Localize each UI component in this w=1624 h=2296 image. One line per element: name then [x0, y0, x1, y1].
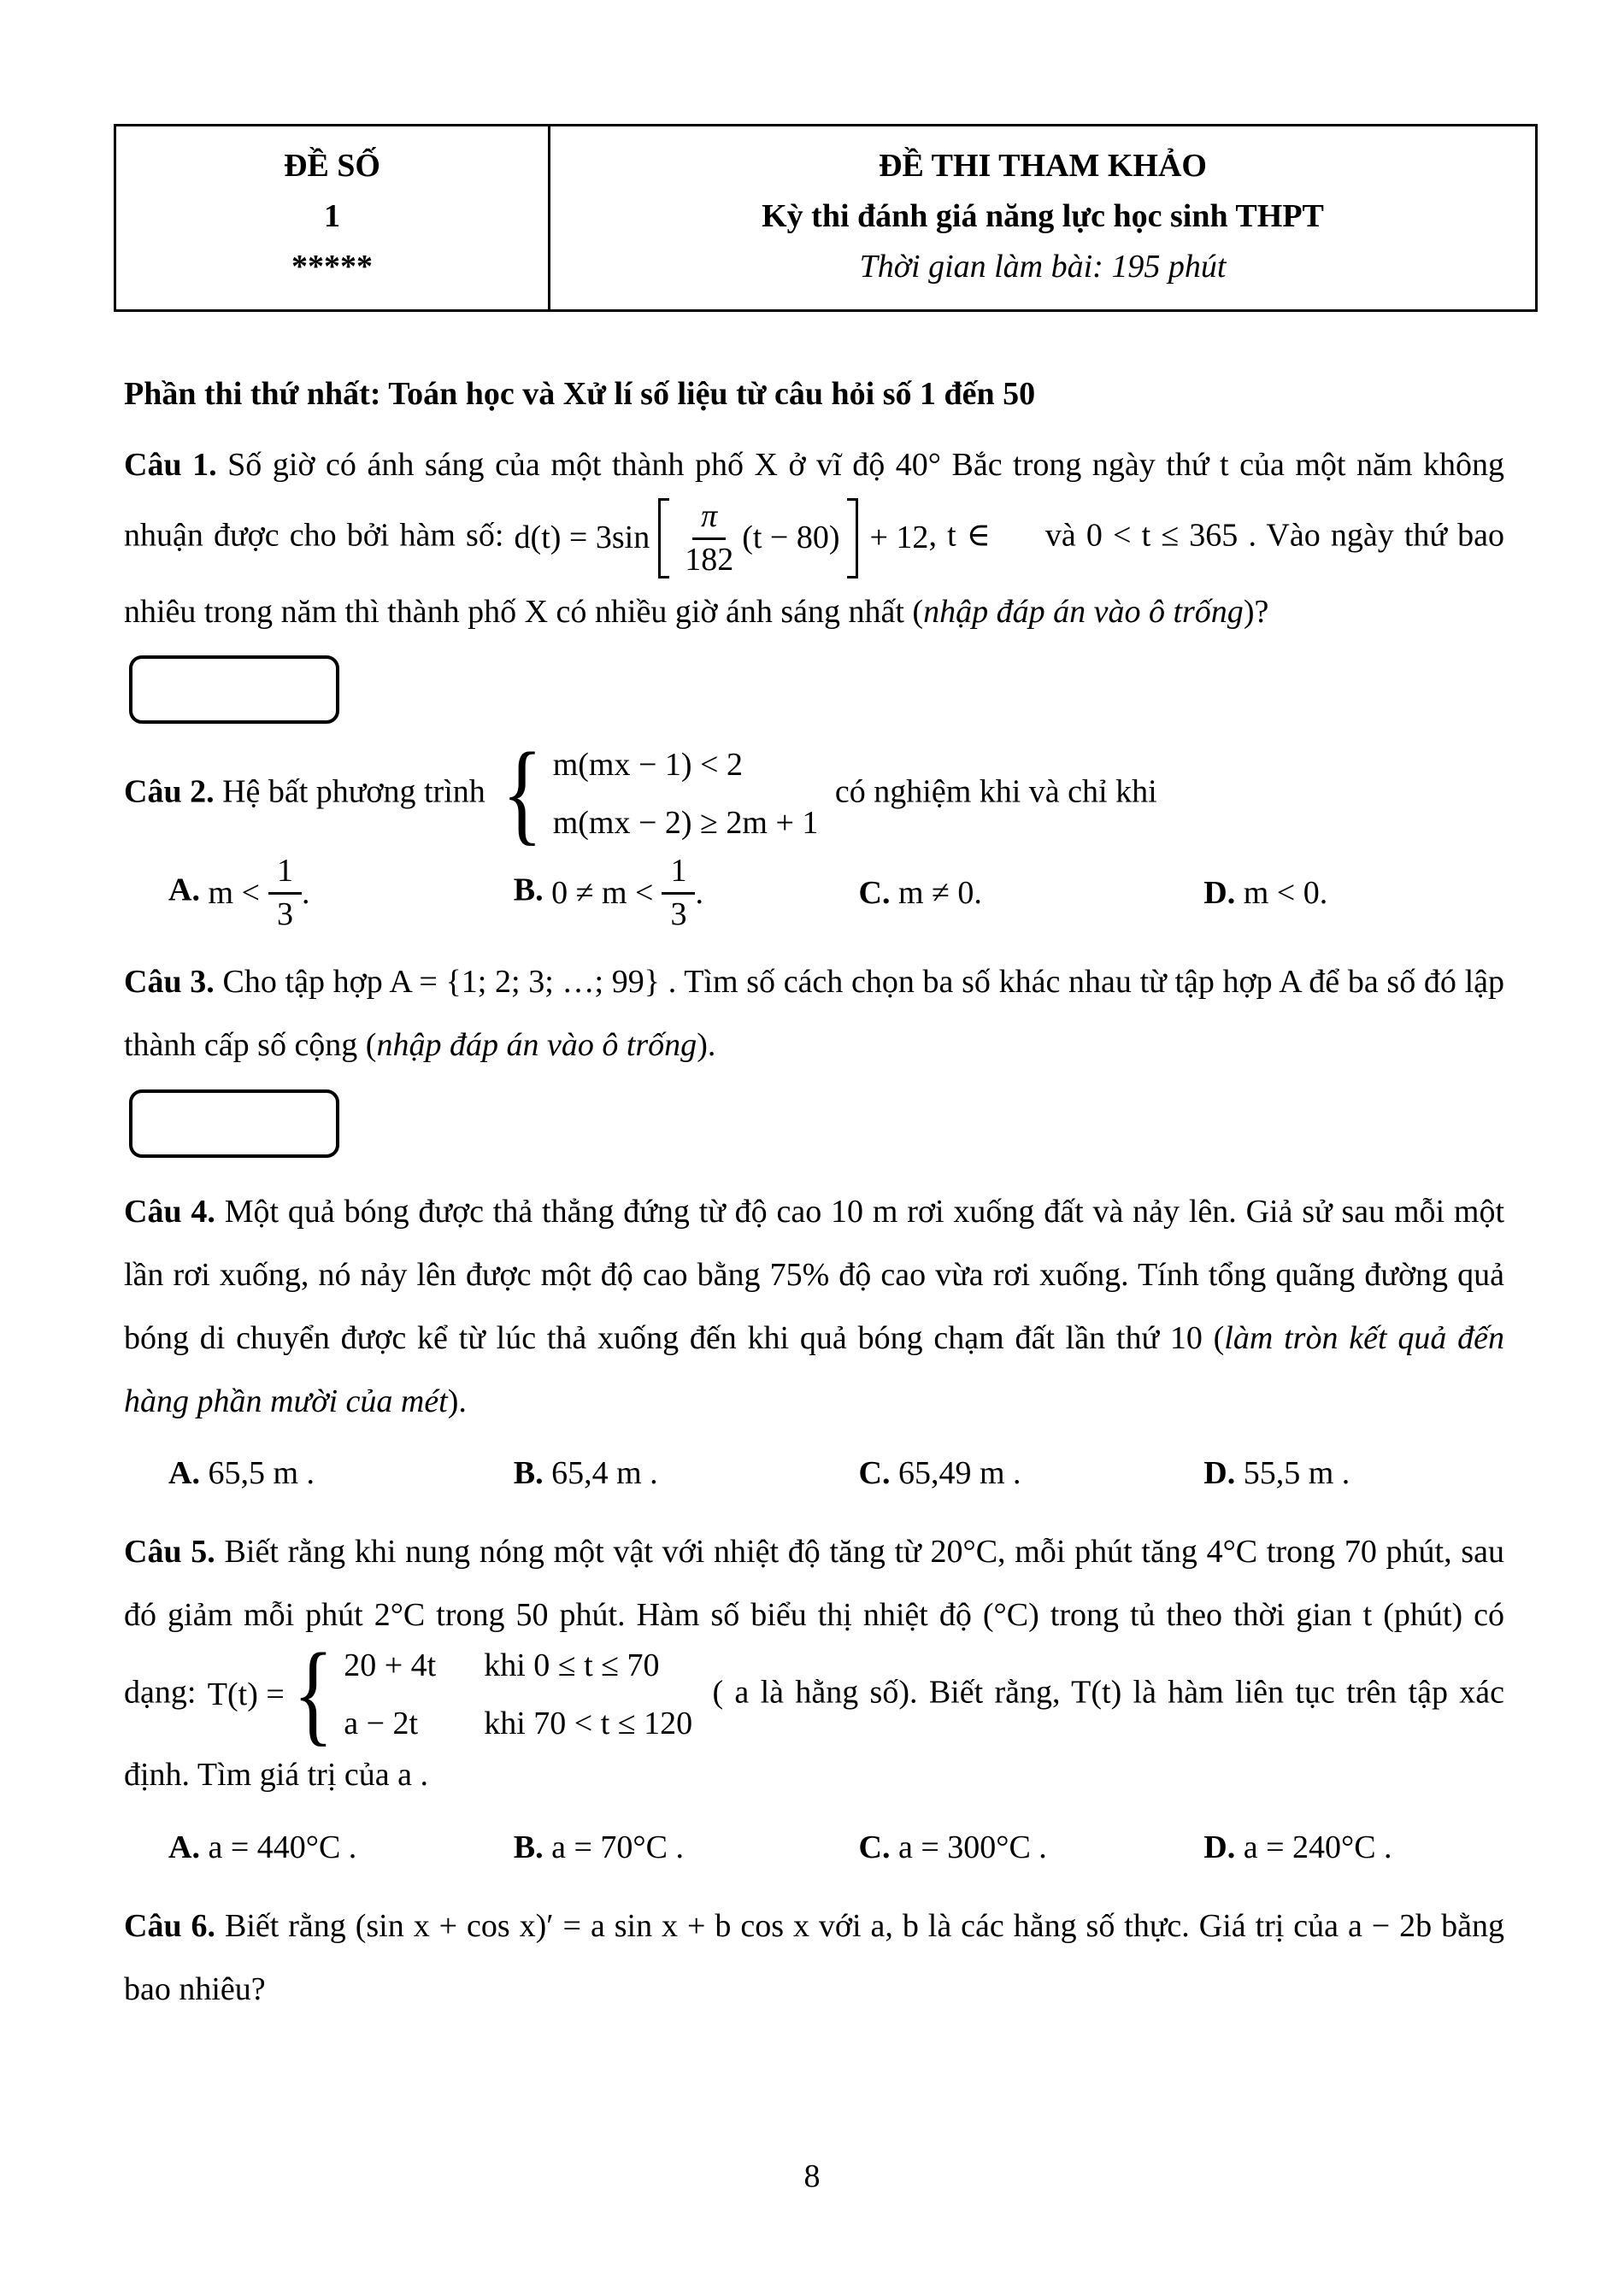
- option-label: D.: [1203, 1829, 1236, 1865]
- q1-formula-inner: (t − 80): [742, 520, 840, 556]
- q5-option-a: [124, 1816, 469, 1879]
- exam-header-table: [114, 124, 1538, 312]
- fraction-numerator: π: [692, 496, 726, 540]
- option-label: C.: [858, 875, 891, 912]
- q5-system: [292, 1631, 693, 1758]
- option-fraction: $\frac{1}{3}$: [662, 851, 695, 935]
- option-value: m < 0.: [1243, 875, 1328, 912]
- q1-text: Số giờ có ánh sáng của một thành phố X ở vĩ độ 40° Bắc trong ngày thứ t của một năm không nhuận được cho bởi hàm số:: [124, 447, 1505, 554]
- q5-option-b: [469, 1816, 815, 1879]
- q5-piece-1-cond: khi 0 ≤ t ≤ 70: [484, 1647, 660, 1684]
- q4-options: [124, 1442, 1504, 1505]
- q1-tail: )?: [1243, 594, 1269, 631]
- q5-options: [124, 1816, 1504, 1879]
- q3-tail: ).: [697, 1027, 716, 1064]
- q3-answer-box[interactable]: [129, 1089, 339, 1158]
- page-number: 8: [803, 2158, 821, 2194]
- q4-option-d: [1159, 1442, 1504, 1505]
- q2-text: Hệ bất phương trình: [222, 773, 485, 810]
- q4-label: Câu 4.: [124, 1193, 215, 1230]
- option-value: a = 440°C .: [208, 1829, 357, 1865]
- q1-italic-note: nhập đáp án vào ô trống: [923, 594, 1244, 631]
- q2-option-c: [815, 861, 1160, 925]
- exam-subtitle: Kỳ thi đánh giá năng lực học sinh THPT: [762, 198, 1324, 234]
- q2-text-post: có nghiệm khi và chỉ khi: [834, 773, 1157, 810]
- option-value: 65,4 m .: [551, 1454, 658, 1491]
- q5-text-post: ( a là hằng số). Biết rằng, T(t) là hàm liên tục trên tập xác định. Tìm giá trị của a .: [124, 1674, 1504, 1794]
- q6-text: Biết rằng (sin x + cos x)′ = a sin x + b cos x với a, b là các hằng số thực. Giá trị của a − 2b bằng bao nhiêu?: [124, 1907, 1504, 2007]
- question-5: [124, 1520, 1504, 1806]
- q1-text-2: , t ∈: [928, 517, 991, 554]
- exam-number-value: 1: [324, 198, 340, 234]
- option-fraction: $\frac{1}{3}$: [268, 851, 302, 935]
- exam-number-stars: *****: [291, 249, 373, 285]
- q1-text-3: và 0 < t ≤ 365 . Vào ngày thứ bao nhiêu trong năm thì thành phố X có nhiều giờ ánh sáng nhất (: [124, 517, 1505, 631]
- q2-label: Câu 2.: [124, 773, 215, 810]
- option-value: m ≠ 0.: [897, 875, 982, 912]
- q5-option-d: [1159, 1816, 1504, 1879]
- q2-options: [124, 851, 1504, 935]
- option-value: 65,5 m .: [208, 1454, 315, 1491]
- q2-system: [502, 730, 819, 857]
- left-bracket: [658, 498, 669, 578]
- q4-option-b: [469, 1442, 815, 1505]
- q5-function-name: T(t) =: [207, 1676, 285, 1713]
- q2-option-a: A. m < $\frac{1}{3}$ .: [124, 851, 469, 935]
- q5-piece-1-expr: 20 + 4t: [344, 1647, 437, 1684]
- option-label: A.: [168, 1829, 200, 1865]
- option-label: B.: [513, 872, 544, 909]
- left-brace: {: [502, 730, 543, 857]
- q4-italic-note: làm tròn kết quả đến hàng phần mười của mét: [124, 1319, 1504, 1419]
- option-value: a = 300°C .: [897, 1829, 1047, 1865]
- q4-text: Một quả bóng được thả thẳng đứng từ độ cao 10 m rơi xuống đất và nảy lên. Giả sử sau mỗi một lần rơi xuống, nó nảy lên được một độ cao bằng 75% độ cao vừa rơi xuống. Tính tổng quãng đường quả bóng di chuyển được kể từ lúc thả xuống đến khi quả bóng chạm đất lần thứ 10 (: [124, 1193, 1505, 1356]
- question-2: [124, 730, 1504, 857]
- option-label: D.: [1203, 875, 1236, 912]
- q3-text: Cho tập hợp A = {1; 2; 3; …; 99} . Tìm số cách chọn ba số khác nhau từ tập hợp A để ba số đó lập thành cấp số cộng (: [124, 964, 1505, 1064]
- option-value: a = 240°C .: [1243, 1829, 1392, 1865]
- exam-title: ĐỀ THI THAM KHẢO: [879, 148, 1207, 184]
- q5-piece-2-cond: khi 70 < t ≤ 120: [484, 1705, 693, 1741]
- option-value: a = 70°C .: [551, 1829, 684, 1865]
- q1-formula-post: + 12: [869, 520, 929, 556]
- q5-option-c: [815, 1816, 1160, 1879]
- q5-text: Biết rằng khi nung nóng một vật với nhiệt độ tăng từ 20°C, mỗi phút tăng 4°C trong 70 phút, sau đó giảm mỗi phút 2°C trong 50 phút. Hàm số biểu thị nhiệt độ (°C) trong tủ theo thời gian t (phút) có dạng:: [124, 1534, 1504, 1711]
- exam-duration: Thời gian làm bài: 195 phút: [859, 249, 1227, 285]
- option-value: 55,5 m .: [1243, 1454, 1350, 1491]
- q3-italic-note: nhập đáp án vào ô trống: [376, 1027, 697, 1064]
- question-4: [124, 1180, 1504, 1433]
- question-3: [124, 950, 1504, 1077]
- q1-formula-pre: d(t) = 3sin: [514, 520, 650, 556]
- q1-answer-box[interactable]: [129, 655, 339, 724]
- right-bracket: [847, 498, 858, 578]
- q4-option-a: [124, 1442, 469, 1505]
- option-label: B.: [513, 1454, 544, 1491]
- q1-fraction: [676, 496, 742, 580]
- q4-tail: ).: [447, 1383, 467, 1419]
- q1-label: Câu 1.: [124, 447, 217, 483]
- q5-label: Câu 5.: [124, 1534, 215, 1571]
- option-value: 0 ≠ m <: [551, 874, 654, 911]
- option-label: B.: [513, 1829, 544, 1865]
- option-value: m <: [208, 874, 260, 911]
- left-brace: {: [292, 1631, 334, 1758]
- q3-label: Câu 3.: [124, 964, 215, 1001]
- option-label: D.: [1203, 1454, 1236, 1491]
- q4-option-c: [815, 1442, 1160, 1505]
- q5-piece-2-expr: a − 2t: [344, 1705, 419, 1741]
- option-label: A.: [168, 872, 200, 909]
- header-left-cell: [116, 126, 550, 309]
- q6-label: Câu 6.: [124, 1907, 216, 1944]
- section-heading: Phần thi thứ nhất: Toán học và Xử lí số liệu từ câu hỏi số 1 đến 50: [124, 376, 1036, 412]
- option-label: A.: [168, 1454, 200, 1491]
- question-6: [124, 1894, 1504, 2021]
- q1-formula: [515, 496, 929, 580]
- q5-function: [207, 1631, 701, 1758]
- option-label: C.: [858, 1829, 891, 1865]
- fraction-denominator: 182: [685, 541, 734, 578]
- exam-number-title: ĐỀ SỐ: [284, 148, 380, 184]
- q2-inequality-2: m(mx − 2) ≥ 2m + 1: [552, 804, 819, 841]
- header-right-cell: [550, 126, 1535, 309]
- q2-option-b: B. 0 ≠ m < $\frac{1}{3}$ .: [469, 851, 815, 935]
- q2-inequality-1: m(mx − 1) < 2: [552, 747, 743, 784]
- option-label: C.: [858, 1454, 891, 1491]
- option-value: 65,49 m .: [897, 1454, 1021, 1491]
- q2-option-d: [1159, 861, 1504, 925]
- question-1: [124, 433, 1504, 643]
